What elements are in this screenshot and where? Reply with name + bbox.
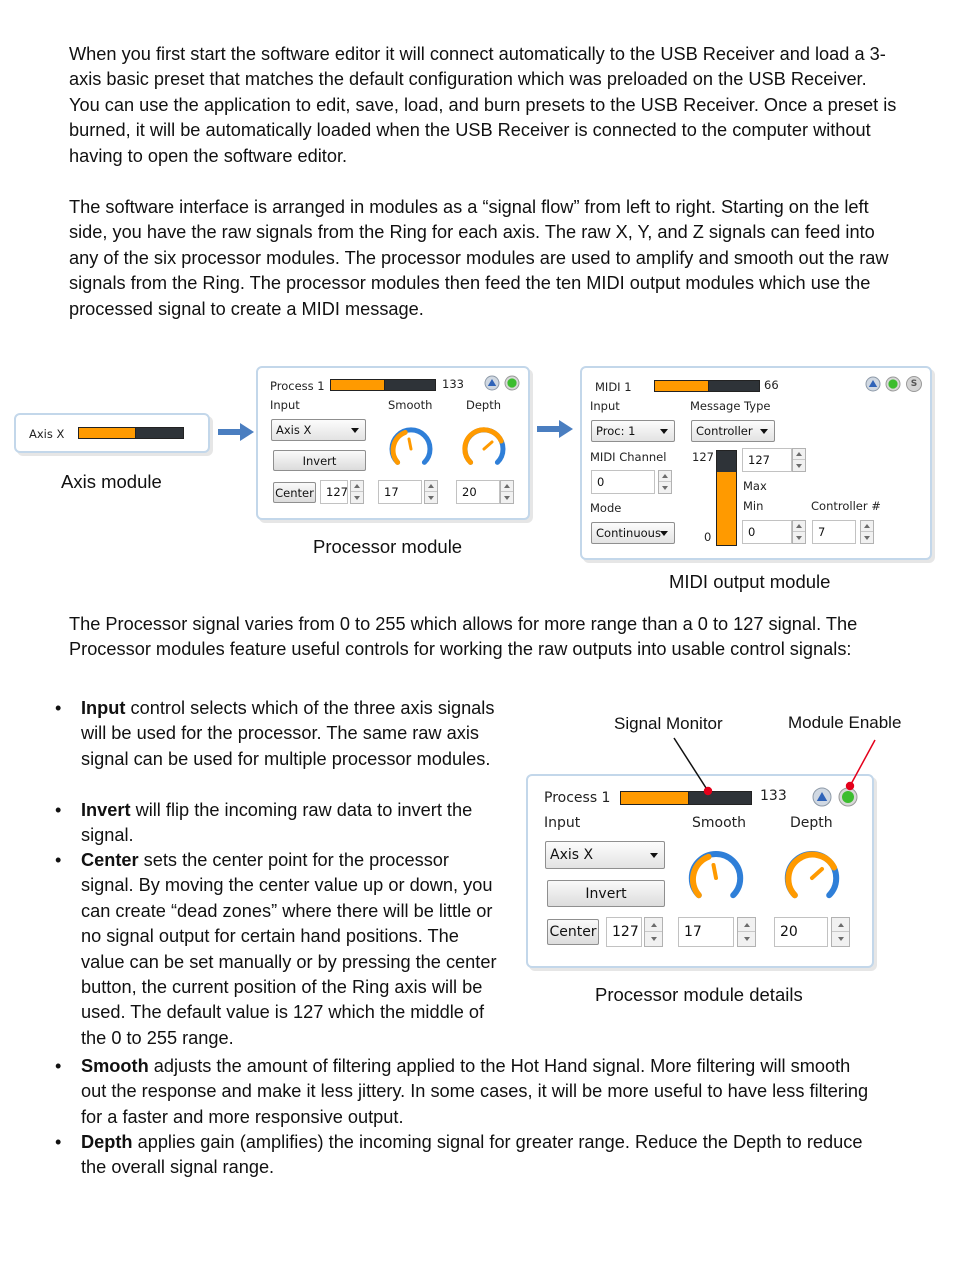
depth-value-field[interactable] [774, 917, 828, 947]
processor-input-label: Input [270, 398, 300, 412]
processor-title: Process 1 [270, 379, 325, 393]
output-bar-bottom-value: 0 [704, 530, 712, 544]
axis-label: Axis X [29, 427, 65, 441]
max-value: 127 [748, 453, 770, 467]
message-type-select[interactable] [691, 420, 775, 442]
invert-button[interactable]: Invert [547, 880, 665, 907]
controller-number-stepper[interactable] [860, 520, 874, 544]
bullet-term: Input [81, 698, 126, 718]
depth-value-field[interactable] [456, 480, 500, 504]
signal-monitor-callout-dot [704, 787, 712, 795]
axis-signal-fill [79, 428, 136, 438]
smooth-knob[interactable] [688, 850, 744, 906]
module-enable-callout-dot [846, 782, 854, 790]
depth-value: 20 [780, 924, 798, 940]
smooth-value-field[interactable] [678, 917, 734, 947]
processor-input-label: Input [544, 815, 581, 831]
signal-monitor-callout-label: Signal Monitor [614, 714, 723, 733]
bullet-text: adjusts the amount of filtering applied to the Hot Hand signal. More filtering will smooth out the response and make it less jittery. In some cases, it will be more useful to have less filtering for a faster and more responsive output. [81, 1056, 869, 1127]
processor-smooth-label: Smooth [692, 815, 747, 831]
midi-signal-value: 66 [764, 378, 779, 392]
solo-button[interactable]: S [906, 376, 922, 392]
controller-number-value: 7 [818, 525, 826, 539]
midi-channel-label: MIDI Channel [590, 450, 667, 464]
center-value: 127 [612, 924, 639, 940]
mode-select[interactable] [591, 522, 675, 544]
midi-signal-meter [654, 380, 760, 392]
smooth-stepper[interactable] [424, 480, 438, 504]
bullet-term: Center [81, 850, 139, 870]
center-value-field[interactable] [320, 480, 348, 504]
midi-input-select[interactable] [591, 420, 675, 442]
smooth-value: 17 [684, 924, 702, 940]
midi-input-value: Proc: 1 [596, 424, 636, 438]
midi-output-bar [716, 450, 737, 546]
min-label: Min [743, 499, 764, 513]
axis-module [14, 413, 210, 453]
invert-button[interactable]: Invert [273, 450, 366, 471]
bullet-text: will flip the incoming raw data to invert the signal. [81, 800, 473, 846]
processor-depth-label: Depth [790, 815, 833, 831]
processor-title: Process 1 [544, 790, 611, 806]
processor-smooth-label: Smooth [388, 398, 433, 412]
center-value-field[interactable] [606, 917, 642, 947]
message-type-value: Controller [696, 424, 753, 438]
smooth-value: 17 [384, 485, 399, 499]
depth-stepper[interactable] [831, 917, 850, 947]
midi-title: MIDI 1 [595, 380, 632, 394]
bullet-term: Invert [81, 800, 131, 820]
bullet-term: Smooth [81, 1056, 149, 1076]
module-enable-callout-line [850, 740, 875, 786]
midi-module-caption: MIDI output module [669, 571, 831, 592]
move-up-icon[interactable] [865, 376, 881, 392]
smooth-value-field[interactable] [378, 480, 422, 504]
depth-stepper[interactable] [500, 480, 514, 504]
midi-module [580, 366, 932, 560]
smooth-knob[interactable] [389, 427, 433, 471]
bullet-glyph: • [55, 800, 62, 820]
processor-module [256, 366, 530, 520]
chevron-down-icon [351, 428, 359, 433]
axis-module-caption: Axis module [61, 471, 162, 492]
bullet-glyph: • [55, 1132, 62, 1152]
min-stepper[interactable] [792, 520, 806, 544]
output-bar-top-value: 127 [692, 450, 714, 464]
message-type-label: Message Type [690, 399, 771, 413]
module-enable-icon[interactable] [885, 376, 901, 392]
processor-signal-fill [331, 380, 385, 390]
center-stepper[interactable] [350, 480, 364, 504]
chevron-down-icon [660, 429, 668, 434]
controller-number-label: Controller # [811, 499, 881, 513]
callout-lines [660, 730, 890, 800]
move-up-icon[interactable] [484, 375, 500, 391]
bullet-text: control selects which of the three axis signals will be used for the processor. The same raw axis signal can be used for multiple processor modules. [81, 698, 495, 769]
processor-details-caption: Processor module details [595, 984, 803, 1005]
midi-signal-fill [655, 381, 709, 391]
bullet-text: applies gain (amplifies) the incoming signal for greater range. Reduce the Depth to reduce the overall signal range. [81, 1132, 863, 1178]
min-value: 0 [748, 525, 756, 539]
processor-input-select[interactable] [545, 841, 665, 869]
intro-paragraph-2: The software interface is arranged in modules as a “signal flow” from left to right. Starting on the left side, you have the raw signals from the Ring for each axis. The raw X, Y, and Z signals can feed into any of the six processor modules. The processor modules are used to amplify and smooth out the raw signals from the Ring. The processor modules then feed the ten MIDI output modules which use the processed signal to create a MIDI message. [69, 197, 889, 319]
intro-paragraph-1: When you first start the software editor it will connect automatically to the USB Receiver and load a 3-axis basic preset that matches the default configuration which was preloaded on the USB Receiver. You can use the application to edit, save, load, and burn presets to the USB Receiver. Once a preset is burned, it will be automatically loaded when the USB Receiver is connected to the computer without having to open the software editor. [69, 44, 897, 166]
mode-label: Mode [590, 501, 622, 515]
module-enable-icon[interactable] [504, 375, 520, 391]
center-button[interactable]: Center [273, 482, 316, 503]
depth-value: 20 [462, 485, 477, 499]
processor-module-details [526, 774, 874, 968]
center-value: 127 [326, 485, 348, 499]
chevron-down-icon [660, 531, 668, 536]
midi-input-label: Input [590, 399, 620, 413]
center-stepper[interactable] [644, 917, 663, 947]
bullet-glyph: • [55, 698, 62, 718]
processor-input-value: Axis X [550, 847, 594, 863]
depth-knob[interactable] [784, 850, 840, 906]
processor-signal-value: 133 [442, 377, 464, 391]
signal-range-paragraph: The Processor signal varies from 0 to 255 which allows for more range than a 0 to 127 signal. The Processor modules feature useful controls for working the raw outputs into usable control signals: [69, 614, 858, 660]
smooth-stepper[interactable] [737, 917, 756, 947]
min-value-field[interactable] [742, 520, 792, 544]
processor-input-value: Axis X [276, 423, 312, 437]
processor-module-caption: Processor module [313, 536, 463, 557]
midi-output-bar-fill [717, 472, 736, 545]
flow-arrow-icon [535, 417, 575, 441]
processor-signal-meter [330, 379, 436, 391]
chevron-down-icon [760, 429, 768, 434]
midi-channel-stepper[interactable] [658, 470, 672, 494]
bullet-text: sets the center point for the processor signal. By moving the center value up or down, you can create “dead zones” where there will be little or no signal output for certain hand positions. The value can be set manually or by pressing the center button, the current position of the Ring axis will be used. The default value is 127 which the middle of the 0 to 255 range. [81, 850, 497, 1048]
center-button[interactable]: Center [547, 919, 599, 945]
midi-channel-value: 0 [597, 475, 605, 489]
processor-depth-label: Depth [466, 398, 502, 412]
bullet-glyph: • [55, 1056, 62, 1076]
bullet-glyph: • [55, 850, 62, 870]
flow-arrow-icon [216, 420, 256, 444]
processor-input-select[interactable] [271, 419, 366, 441]
max-label: Max [743, 479, 767, 493]
depth-knob[interactable] [462, 427, 506, 471]
midi-channel-field[interactable] [591, 470, 655, 494]
max-stepper[interactable] [792, 448, 806, 472]
controller-number-field[interactable] [812, 520, 856, 544]
bullet-term: Depth [81, 1132, 133, 1152]
chevron-down-icon [650, 853, 658, 858]
signal-monitor-callout-line [674, 738, 708, 791]
axis-signal-meter [78, 427, 184, 439]
module-enable-callout-label: Module Enable [788, 713, 902, 732]
mode-value: Continuous [596, 526, 661, 540]
max-value-field[interactable] [742, 448, 792, 472]
processor-signal-value: 133 [760, 788, 787, 804]
